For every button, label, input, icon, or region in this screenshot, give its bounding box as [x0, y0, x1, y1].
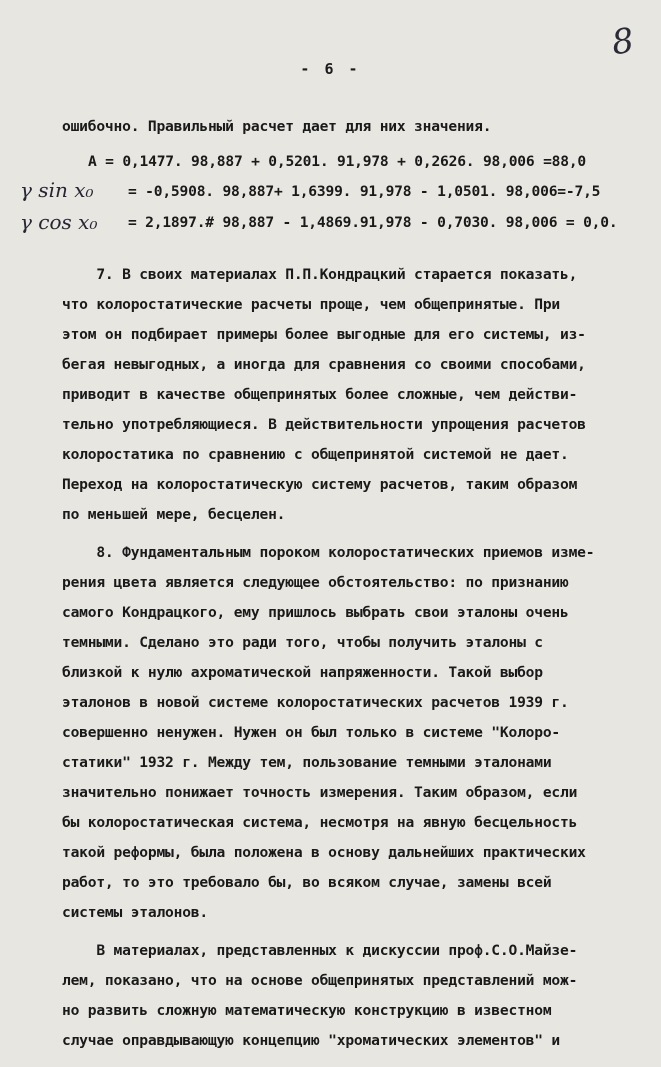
text-line: работ, то это требовало бы, во всяком случае, замены всей [62, 874, 552, 891]
page-number: - 6 - [300, 60, 361, 78]
text-line: рения цвета является следующее обстоятельство: по признанию [62, 574, 569, 591]
text-line: случае оправдывающую концепцию "хроматических элементов" и [62, 1032, 560, 1049]
text-line: что колоростатические расчеты проще, чем общепринятые. При [62, 296, 560, 313]
text-line: колоростатика по сравнению с общепринятой системой не дает. [62, 446, 569, 463]
handwritten-formula-label: γ cos x₀ [20, 210, 98, 234]
formula-lead-text: ошибочно. Правильный расчет дает для них значения. [62, 118, 492, 135]
text-line: такой реформы, была положена в основу дальнейших практических [62, 844, 586, 861]
text-line: системы эталонов. [62, 904, 208, 921]
text-line: эталонов в новой системе колоростатических расчетов 1939 г. [62, 694, 569, 711]
formula-row: = -0,5908. 98,887+ 1,6399. 91,978 - 1,0501. 98,006=-7,5 [128, 183, 601, 200]
text-line: 7. В своих материалах П.П.Кондрацкий старается показать, [62, 266, 578, 283]
text-line: но развить сложную математическую конструкцию в известном [62, 1002, 552, 1019]
text-line: темными. Сделано это ради того, чтобы получить эталоны с [62, 634, 543, 651]
handwritten-page-note: 8 [609, 20, 637, 64]
text-line: тельно употребляющиеся. В действительности упрощения расчетов [62, 416, 586, 433]
text-line: В материалах, представленных к дискуссии проф.С.О.Майзе- [62, 942, 578, 959]
text-line: Переход на колоростатическую систему расчетов, таким образом [62, 476, 578, 493]
text-line: самого Кондрацкого, ему пришлось выбрать свои эталоны очень [62, 604, 569, 621]
handwritten-formula-label: γ sin x₀ [20, 178, 94, 202]
text-line: значительно понижает точность измерения. Таким образом, если [62, 784, 578, 801]
text-line: лем, показано, что на основе общепринятых представлений мож- [62, 972, 578, 989]
text-line: этом он подбирает примеры более выгодные для его системы, из- [62, 326, 586, 343]
text-line: 8. Фундаментальным пороком колоростатических приемов изме- [62, 544, 595, 561]
text-line: бегая невыгодных, а иногда для сравнения со своими способами, [62, 356, 586, 373]
text-line: совершенно ненужен. Нужен он был только в системе "Колоро- [62, 724, 560, 741]
text-line: по меньшей мере, бесцелен. [62, 506, 286, 523]
formula-row: A = 0,1477. 98,887 + 0,5201. 91,978 + 0,2626. 98,006 =88,0 [88, 153, 586, 170]
formula-row: = 2,1897.# 98,887 - 1,4869.91,978 - 0,7030. 98,006 = 0,0. [128, 214, 618, 231]
text-line: статики" 1932 г. Между тем, пользование темными эталонами [62, 754, 552, 771]
text-line: приводит в качестве общепринятых более сложные, чем действи- [62, 386, 578, 403]
text-line: бы колоростатическая система, несмотря на явную бесцельность [62, 814, 578, 831]
text-line: близкой к нулю ахроматической напряженности. Такой выбор [62, 664, 543, 681]
